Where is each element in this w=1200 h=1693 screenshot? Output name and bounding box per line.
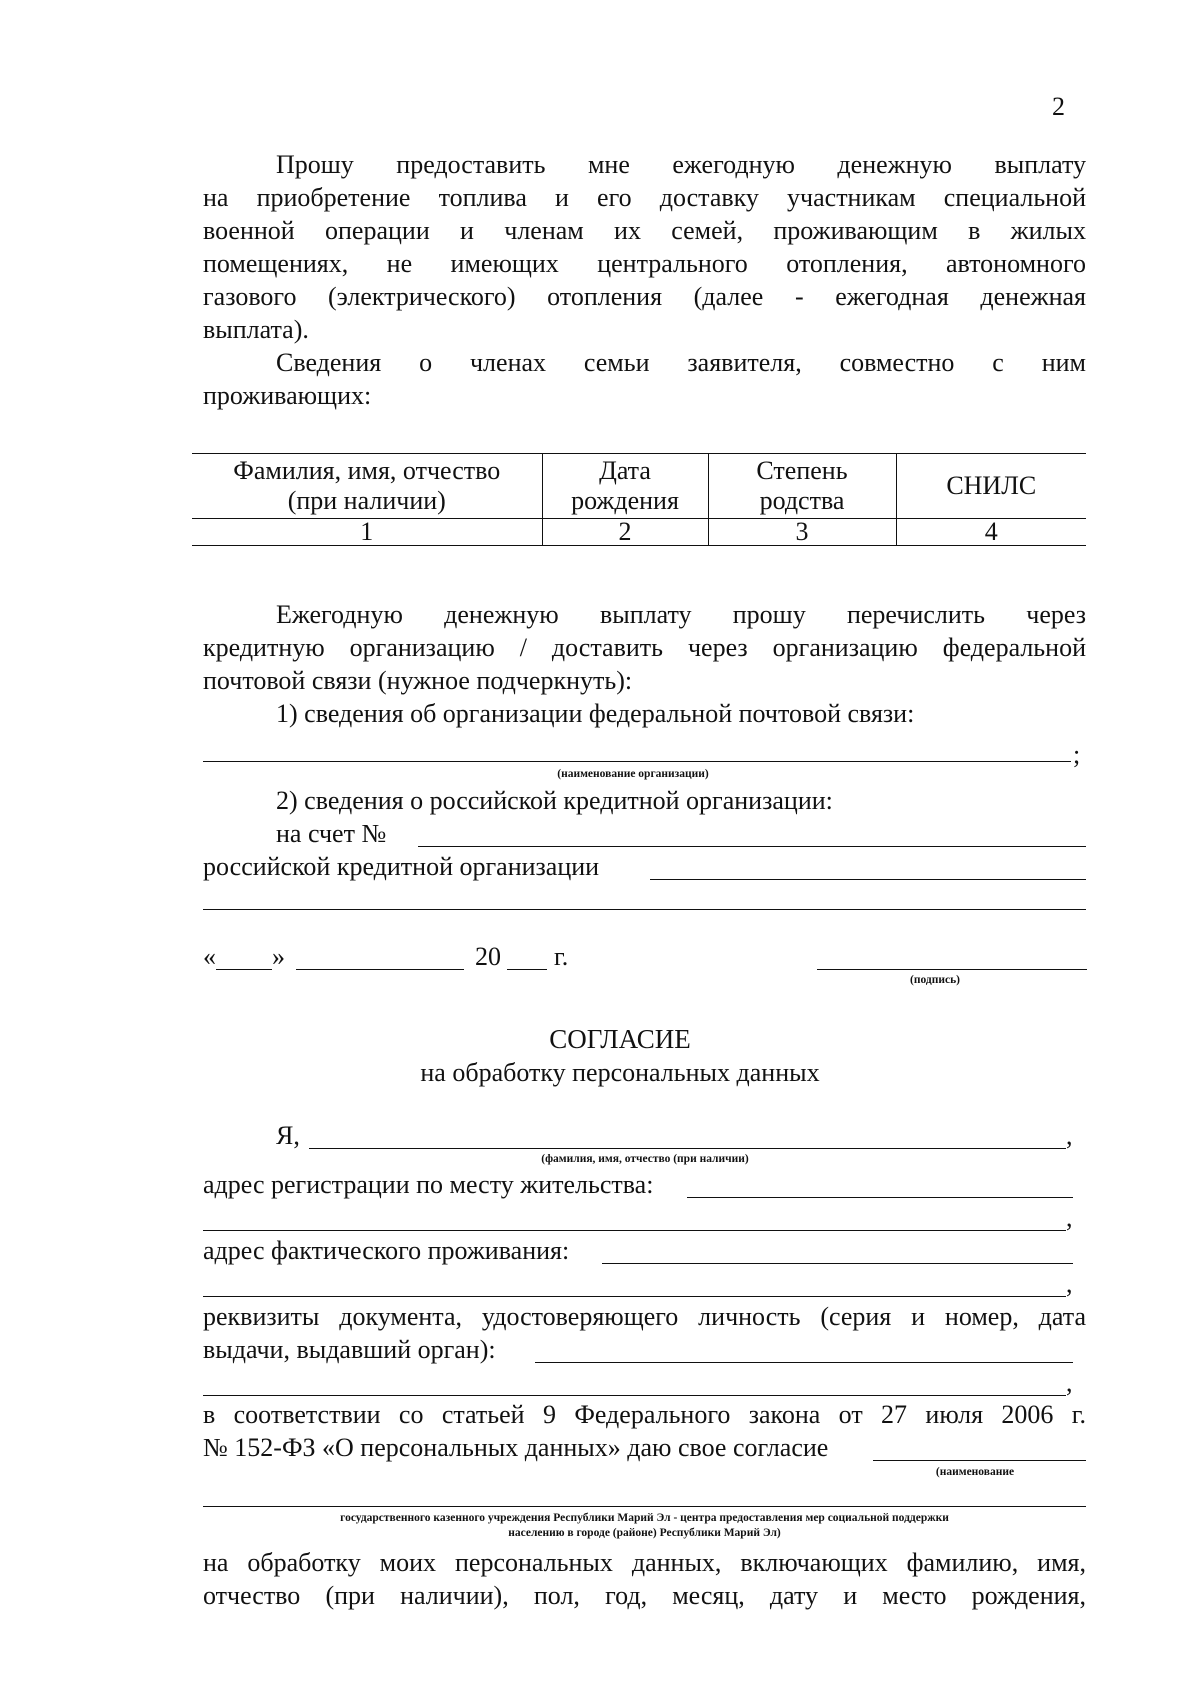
bank-name-field[interactable] xyxy=(650,879,1086,880)
institution-name-caption: (наименование xyxy=(935,1466,1015,1478)
id-document-field[interactable] xyxy=(535,1362,1073,1363)
payment-line-1: Ежегодную денежную выплату прошу перечислить через xyxy=(276,600,1086,629)
id-document-line-1: реквизиты документа, удостоверяющего личность (серия и номер, дата xyxy=(203,1302,1086,1331)
column-number: 3 xyxy=(708,519,896,546)
consent-title: СОГЛАСИЕ xyxy=(549,1024,691,1054)
institution-name-field[interactable] xyxy=(873,1460,1086,1461)
family-members-table xyxy=(192,453,1086,546)
registration-address-field[interactable] xyxy=(687,1197,1073,1198)
date-day-field[interactable] xyxy=(216,969,272,970)
postal-field-semicolon: ; xyxy=(1073,740,1081,769)
date-open-quote: « xyxy=(203,942,216,971)
id-document-comma: , xyxy=(1066,1368,1073,1397)
actual-address-field-continued[interactable] xyxy=(203,1296,1066,1297)
final-line-1: на обработку моих персональных данных, включающих фамилию, имя, xyxy=(203,1548,1086,1577)
request-line-2: на приобретение топлива и его доставку участникам специальной xyxy=(203,183,1086,212)
registration-address-label: адрес регистрации по месту жительства: xyxy=(203,1170,654,1199)
bank-name-field-continued[interactable] xyxy=(203,909,1086,910)
postal-info-label: 1) сведения об организации федеральной почтовой связи: xyxy=(276,699,915,728)
request-line-6: выплата). xyxy=(203,315,309,344)
column-number: 2 xyxy=(542,519,708,546)
final-line-2: отчество (при наличии), пол, год, месяц, дату и место рождения, xyxy=(203,1581,1086,1610)
column-number: 4 xyxy=(896,519,1086,546)
actual-address-label: адрес фактического проживания: xyxy=(203,1236,570,1265)
column-header-full-name: Фамилия, имя, отчество (при наличии) xyxy=(192,454,542,519)
consent-i-label: Я, xyxy=(276,1121,300,1150)
bank-info-label: 2) сведения о российской кредитной организации: xyxy=(276,786,833,815)
id-document-field-continued[interactable] xyxy=(203,1395,1066,1396)
actual-address-field[interactable] xyxy=(602,1263,1073,1264)
signature-field[interactable] xyxy=(817,969,1087,970)
column-header-birth-date: Дата рождения xyxy=(542,454,708,519)
postal-organization-field[interactable] xyxy=(203,761,1071,762)
institution-caption-line-1: государственного казенного учреждения Республики Марий Эл - центра предоставления мер социальной поддержки xyxy=(340,1512,949,1524)
table-number-row xyxy=(192,519,1086,546)
family-intro-line-1: Сведения о членах семьи заявителя, совместно с ним xyxy=(276,348,1086,377)
law-line-1: в соответствии со статьей 9 Федерального закона от 27 июля 2006 г. xyxy=(203,1400,1086,1429)
consent-subtitle: на обработку персональных данных xyxy=(420,1058,820,1087)
date-year-suffix: г. xyxy=(554,942,569,971)
account-number-field[interactable] xyxy=(418,846,1086,847)
institution-caption-line-2: населению в городе (районе) Республики Марий Эл) xyxy=(508,1527,781,1539)
id-document-line-2: выдачи, выдавший орган): xyxy=(203,1335,496,1364)
postal-field-caption: (наименование организации) xyxy=(557,768,709,780)
page-number: 2 xyxy=(1052,92,1065,121)
column-header-snils: СНИЛС xyxy=(896,454,1086,519)
request-line-3: военной операции и членам их семей, проживающим в жилых xyxy=(203,216,1086,245)
table-header-row xyxy=(192,454,1086,519)
bank-name-label: российской кредитной организации xyxy=(203,852,600,881)
payment-line-3: почтовой связи (нужное подчеркнуть): xyxy=(203,666,633,695)
date-year-field[interactable] xyxy=(507,969,547,970)
date-year-prefix: 20 xyxy=(475,942,501,971)
request-line-4: помещениях, не имеющих центрального отопления, автономного xyxy=(203,249,1086,278)
date-month-field[interactable] xyxy=(296,969,464,970)
full-name-field[interactable] xyxy=(309,1148,1066,1149)
signature-caption: (подпись) xyxy=(910,974,960,986)
request-line-5: газового (электрического) отопления (далее - ежегодная денежная xyxy=(203,282,1086,311)
payment-line-2: кредитную организацию / доставить через организацию федеральной xyxy=(203,633,1086,662)
law-line-2: № 152-ФЗ «О персональных данных» даю свое согласие xyxy=(203,1433,829,1462)
request-line-1: Прошу предоставить мне ежегодную денежную выплату xyxy=(276,150,1086,179)
column-header-relationship: Степень родства xyxy=(708,454,896,519)
actual-address-comma: , xyxy=(1066,1269,1073,1298)
registration-address-field-continued[interactable] xyxy=(203,1230,1066,1231)
full-name-comma: , xyxy=(1066,1121,1073,1150)
date-close-quote: » xyxy=(272,942,285,971)
family-intro-line-2: проживающих: xyxy=(203,381,372,410)
institution-name-field-continued[interactable] xyxy=(203,1506,1086,1507)
account-number-label: на счет № xyxy=(276,819,387,848)
full-name-caption: (фамилия, имя, отчество (при наличии) xyxy=(541,1153,749,1165)
column-number: 1 xyxy=(192,519,542,546)
registration-address-comma: , xyxy=(1066,1203,1073,1232)
